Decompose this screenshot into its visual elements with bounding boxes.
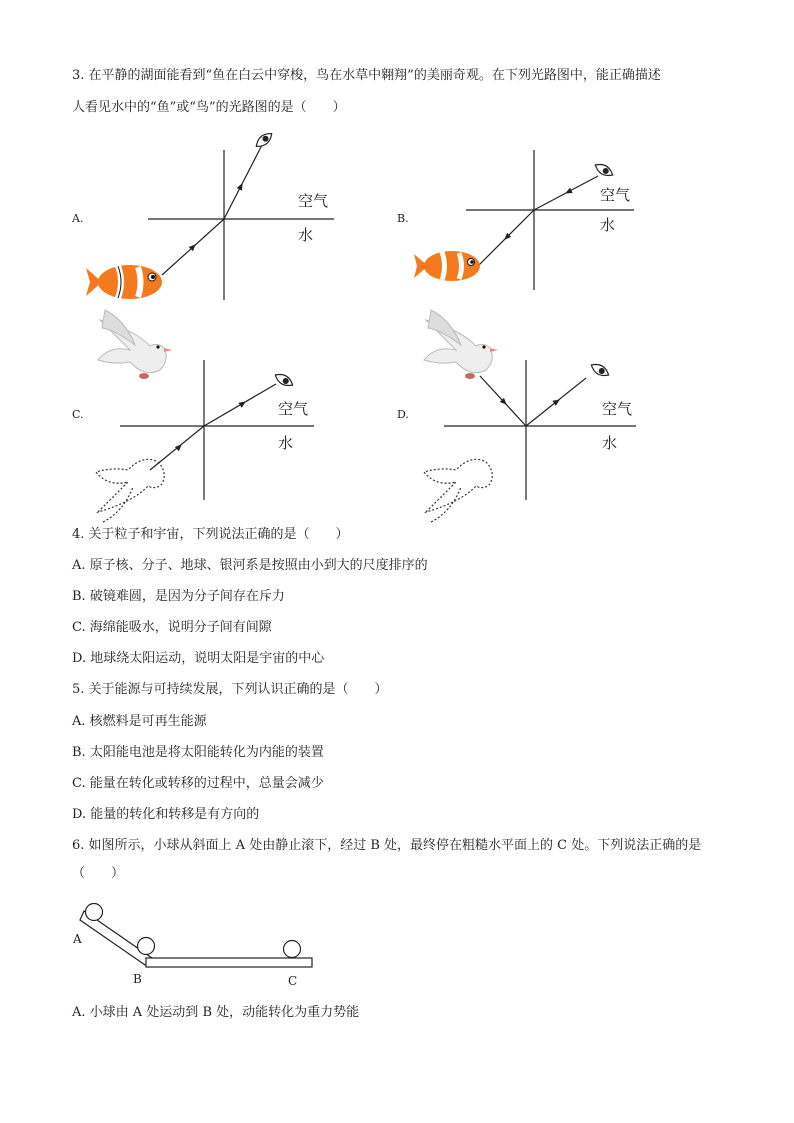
q3-stem-line1: 3. 在平静的湖面能看到“鱼在白云中穿梭，鸟在水草中翱翔”的美丽奇观。在下列光路图中，能正确描述	[72, 68, 661, 83]
q4-option-c: C. 海绵能吸水，说明分子间有间隙	[72, 620, 272, 635]
q4-stem: 4. 关于粒子和宇宙，下列说法正确的是（ ）	[72, 527, 349, 542]
q5-option-d: D. 能量的转化和转移是有方向的	[72, 807, 260, 822]
q3-option-b-water-label: 水	[600, 216, 616, 234]
q3-option-b-letter: B.	[397, 212, 409, 225]
q3-option-d-water-label: 水	[602, 434, 618, 452]
q3-option-d-letter: D.	[397, 408, 409, 421]
q5-option-a: A. 核燃料是可再生能源	[72, 714, 207, 729]
ball-c	[284, 941, 301, 958]
q3-stem-line2: 人看见水中的“鱼”或“鸟”的光路图的是（ ）	[72, 100, 346, 115]
q3-option-c-water-label: 水	[278, 434, 294, 452]
ball-b	[138, 938, 155, 955]
q3-option-c-air-label: 空气	[278, 400, 309, 418]
q5-option-c: C. 能量在转化或转移的过程中，总量会减少	[72, 776, 324, 791]
q6-label-b: B	[133, 972, 142, 986]
q6-label-c: C	[288, 974, 298, 988]
q3-option-a-water-label: 水	[298, 226, 314, 244]
q6-option-a: A. 小球由 A 处运动到 B 处，动能转化为重力势能	[72, 1005, 360, 1020]
q4-option-a: A. 原子核、分子、地球、银河系是按照由小到大的尺度排序的	[72, 558, 428, 573]
q3-option-a-letter: A.	[72, 212, 84, 225]
q4-option-d: D. 地球绕太阳运动，说明太阳是宇宙的中心	[72, 651, 325, 666]
q3-option-a-air-label: 空气	[298, 192, 329, 210]
q6-label-a: A	[73, 932, 82, 946]
q3-option-b-air-label: 空气	[600, 186, 631, 204]
q3-option-c-letter: C.	[72, 408, 84, 421]
q6-stem: 6. 如图所示，小球从斜面上 A 处由静止滚下，经过 B 处，最终停在粗糙水平面上的 C 处。下列说法正确的是（ ）	[72, 838, 702, 881]
ball-a	[86, 904, 103, 921]
q5-stem: 5. 关于能源与可持续发展，下列认识正确的是（ ）	[72, 682, 388, 697]
q5-option-b: B. 太阳能电池是将太阳能转化为内能的装置	[72, 745, 324, 760]
q3-option-d-air-label: 空气	[602, 400, 633, 418]
q4-option-b: B. 破镜难圆，是因为分子间存在斥力	[72, 589, 285, 604]
